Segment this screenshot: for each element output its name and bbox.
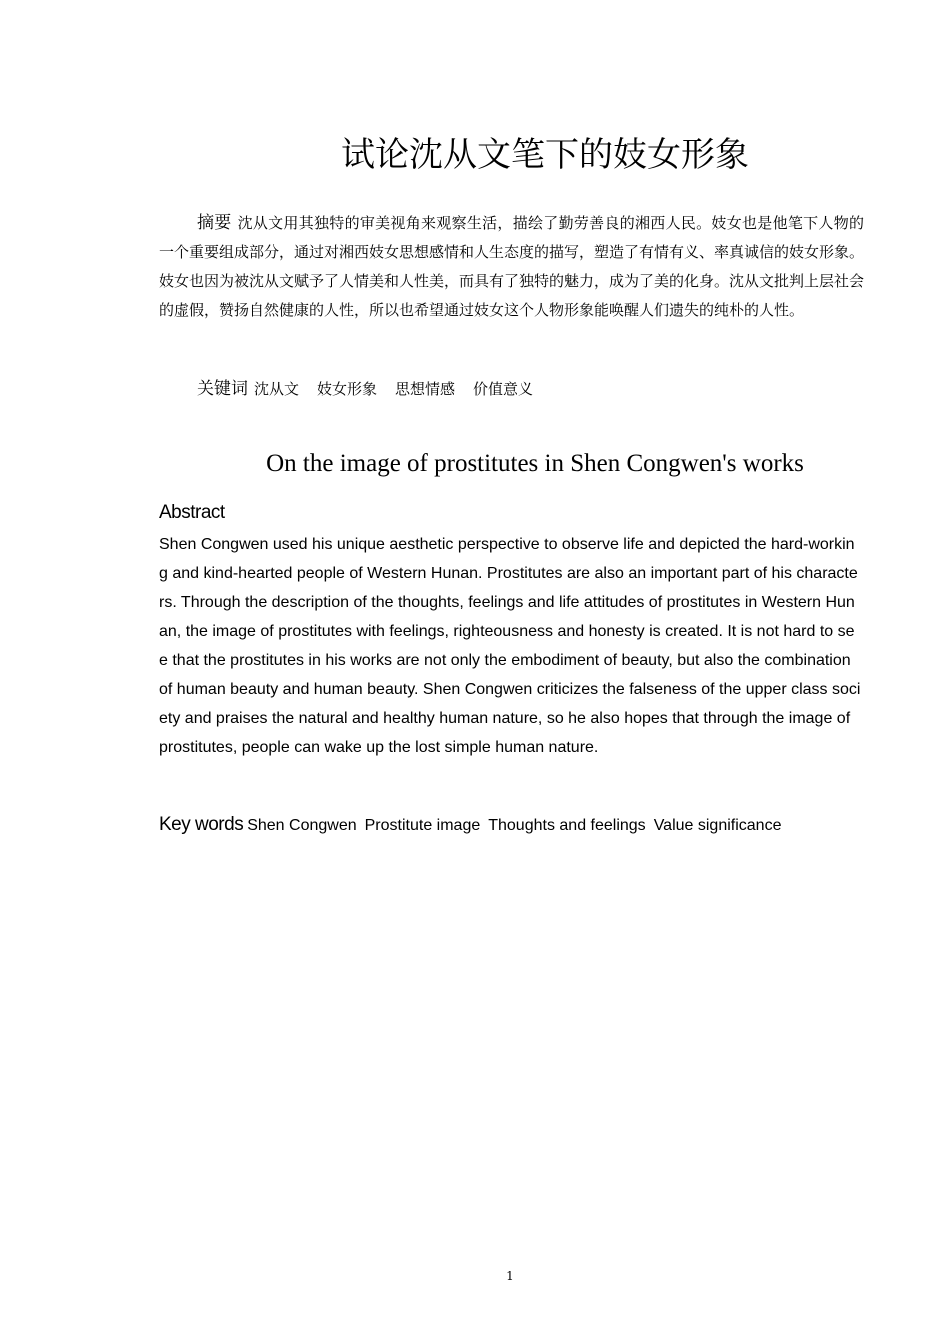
chinese-keywords [197, 375, 551, 404]
english-keyword: Thoughts and feelings [488, 817, 646, 834]
english-abstract-heading: Abstract [159, 502, 225, 523]
english-keywords [159, 812, 789, 839]
chinese-abstract-text: 沈从文用其独特的审美视角来观察生活，描绘了勤劳善良的湘西人民。妓女也是他笔下人物的一个重要组成部分，通过对湘西妓女思想感情和人生态度的描写，塑造了有情有义、率真诚信的妓女形象。妓女也因为被沈从文赋予了人情美和人性美，而具有了独特的魅力，成为了美的化身。沈从文批判上层社会的虚假，赞扬自然健康的人性，所以也希望通过妓女这个人物形象能唤醒人们遗失的纯朴的人性。 [159, 214, 865, 319]
chinese-abstract-label: 摘要 [197, 213, 232, 233]
chinese-keywords-label: 关键词 [197, 379, 248, 399]
chinese-keyword: 价值意义 [473, 380, 534, 398]
chinese-abstract [159, 209, 864, 325]
english-keyword: Value significance [653, 817, 782, 834]
page-number: 1 [506, 1269, 514, 1283]
chinese-keyword: 思想情感 [395, 380, 456, 398]
chinese-title: 试论沈从文笔下的妓女形象 [341, 135, 749, 175]
english-title: On the image of prostitutes in Shen Congwen's works [266, 450, 804, 477]
english-keyword: Shen Congwen [247, 817, 357, 834]
english-abstract-text: Shen Congwen used his unique aesthetic perspective to observe life and depicted the hard-working and kind-hearted people of Western Hunan. Prostitutes are also an important part of his characters. Through the description of the thoughts, feelings and life attitudes of prostitutes in Western Hunan, the image of prostitutes with feelings, righteousness and honesty is created. It is not hard to see that the prostitutes in his works are not only the embodiment of beauty, but also the combination of human beauty and human beauty. Shen Congwen criticizes the falseness of the upper class society and praises the natural and healthy human nature, so he also hopes that through the image of prostitutes, people can wake up the lost simple human nature. [159, 536, 861, 756]
chinese-keyword: 妓女形象 [317, 380, 378, 398]
chinese-keyword: 沈从文 [254, 380, 300, 398]
english-keywords-label: Key words [159, 814, 244, 835]
english-keyword: Prostitute image [364, 817, 481, 834]
